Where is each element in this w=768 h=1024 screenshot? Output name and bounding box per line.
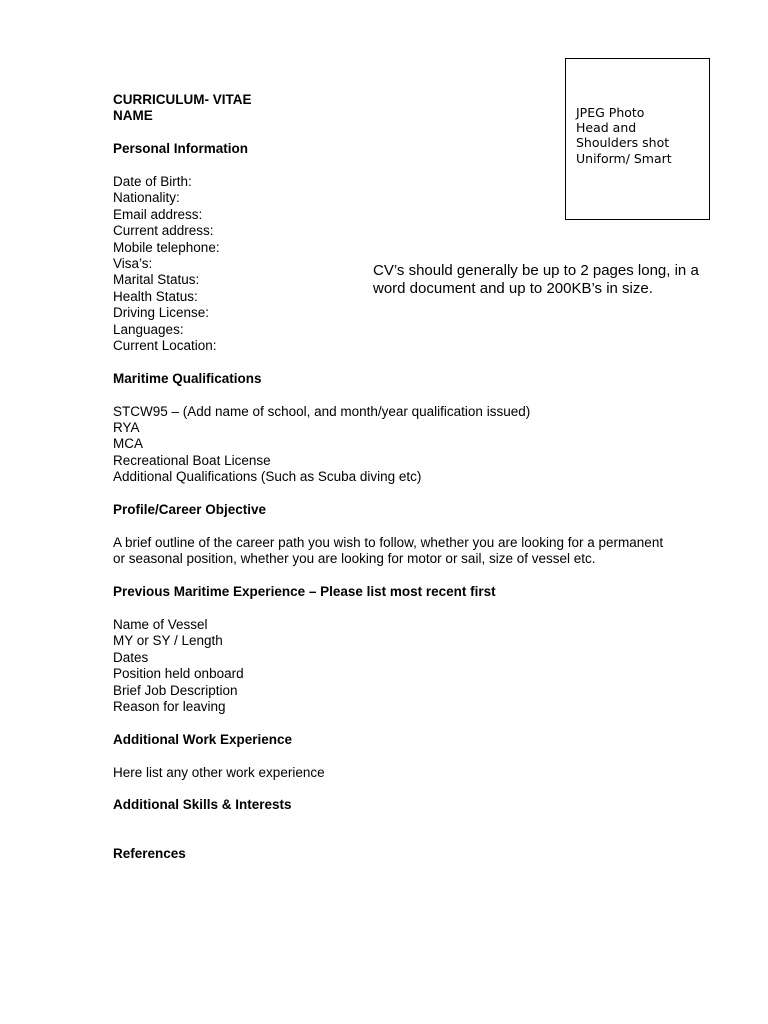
experience-heading: Previous Maritime Experience – Please list most recent first: [113, 584, 496, 600]
additional-work-text: Here list any other work experience: [113, 764, 325, 780]
photo-placeholder-box: [565, 58, 710, 220]
profile-heading: Profile/Career Objective: [113, 502, 267, 518]
skills-heading: Additional Skills & Interests: [113, 797, 292, 813]
field-email: Email address:: [113, 206, 203, 222]
cv-length-note: CV’s should generally be up to 2 pages long, in a word document and up to 200KB’s in size.: [373, 262, 699, 297]
field-date-of-birth: Date of Birth:: [113, 174, 192, 189]
photo-line-3: Shoulders shot: [576, 135, 670, 151]
references-heading: References: [113, 846, 186, 862]
qualification-stcw95: STCW95 – (Add name of school, and month/year qualification issued): [113, 403, 531, 419]
field-visas: Visa’s:: [113, 256, 153, 272]
experience-vessel-type: MY or SY / Length: [113, 633, 223, 649]
additional-work-heading: Additional Work Experience: [113, 731, 293, 747]
qualification-boat-license: Recreational Boat License: [113, 452, 271, 468]
field-current-address: Current address:: [113, 223, 214, 239]
name-heading: NAME: [113, 108, 153, 124]
photo-line-4: Uniform/ Smart: [576, 150, 672, 166]
field-health-status: Health Status:: [113, 288, 198, 304]
experience-position: Position held onboard: [113, 666, 244, 682]
field-mobile: Mobile telephone:: [113, 239, 220, 255]
experience-reason-leaving: Reason for leaving: [113, 698, 226, 714]
photo-line-2: Head and: [576, 120, 637, 136]
field-nationality: Nationality:: [113, 190, 180, 206]
experience-job-description: Brief Job Description: [113, 682, 238, 698]
profile-text: A brief outline of the career path you wish to follow, whether you are looking for a permanent or seasonal position, whether you are looking for motor or sail, size of vessel etc.: [113, 534, 664, 567]
photo-instructions: [576, 105, 672, 166]
experience-dates: Dates: [113, 649, 149, 665]
personal-info-heading: Personal Information: [113, 141, 249, 157]
qualification-mca: MCA: [113, 436, 143, 452]
maritime-qualifications-heading: Maritime Qualifications: [113, 370, 262, 386]
field-marital-status: Marital Status:: [113, 272, 200, 288]
qualification-rya: RYA: [113, 420, 140, 436]
field-driving-license: Driving License:: [113, 305, 210, 321]
photo-line-1: JPEG Photo: [576, 105, 645, 120]
field-languages: Languages:: [113, 321, 184, 337]
document-title: CURRICULUM- VITAE: [113, 92, 252, 107]
qualification-additional: Additional Qualifications (Such as Scuba diving etc): [113, 469, 422, 485]
experience-vessel-name: Name of Vessel: [113, 616, 208, 632]
field-current-location: Current Location:: [113, 338, 217, 354]
